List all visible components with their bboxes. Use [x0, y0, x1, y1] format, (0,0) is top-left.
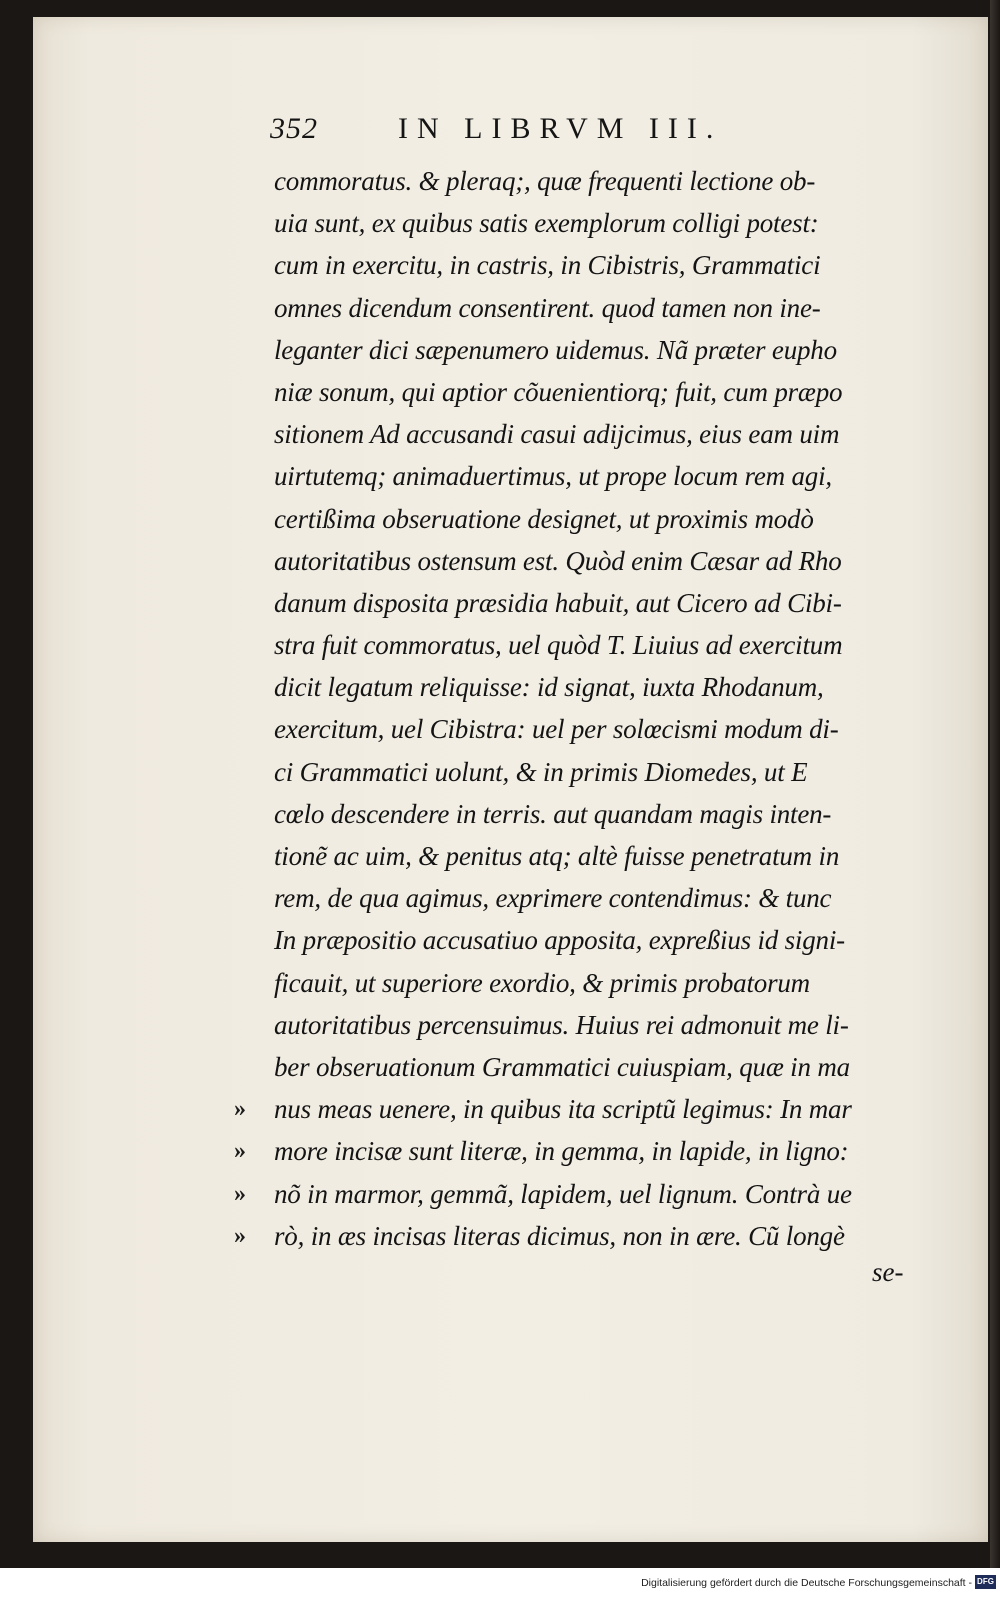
text-line [274, 877, 924, 919]
digitization-credit: Digitalisierung gefördert durch die Deutsche Forschungsgemeinschaft - [641, 1577, 972, 1589]
line-text: danum disposita præsidia habuit, aut Cicero ad Cibi- [274, 587, 842, 618]
line-text: more incisæ sunt literæ, in gemma, in lapide, in ligno: [274, 1136, 849, 1167]
line-text: sitionem Ad accusandi casui adijcimus, eius eam uim [274, 419, 840, 450]
running-head: IN LIBRVM III. [398, 112, 723, 145]
line-text: dicit legatum reliquisse: id signat, iuxta Rhodanum, [274, 672, 824, 703]
text-line [234, 1173, 924, 1215]
text-line [274, 329, 924, 371]
text-line [274, 244, 924, 286]
text-line [274, 962, 924, 1004]
text-line [274, 751, 924, 793]
text-line [234, 1215, 924, 1257]
quotation-mark: » [234, 1096, 246, 1123]
line-text: omnes dicendum consentirent. quod tamen non ine- [274, 292, 821, 323]
line-text: uia sunt, ex quibus satis exemplorum colligi potest: [274, 208, 819, 239]
text-line [274, 919, 924, 961]
line-text: cœlo descendere in terris. aut quandam magis inten- [274, 798, 832, 829]
text-line [274, 202, 924, 244]
quotation-mark: » [234, 1180, 246, 1207]
text-line [274, 498, 924, 540]
line-text: commoratus. & pleraq;, quæ frequenti lectione ob- [274, 166, 816, 196]
line-text: stra fuit commoratus, uel quòd T. Liuius ad exercitum [274, 630, 843, 661]
text-line [274, 582, 924, 624]
text-line [274, 1046, 924, 1088]
line-text: leganter dici sæpenumero uidemus. Nã præter eupho [274, 334, 837, 365]
line-text: certißima obseruatione designet, ut proximis modò [274, 503, 814, 534]
line-text: ci Grammatici uolunt, & in primis Diomedes, ut E [274, 756, 808, 787]
line-text: nõ in marmor, gemmã, lapidem, uel lignum. Contrà ue [274, 1178, 852, 1209]
scan-edge [990, 0, 1000, 1568]
body-text [234, 160, 924, 1257]
text-line [274, 708, 924, 750]
line-text: ber obseruationum Grammatici cuiuspiam, quæ in ma [274, 1051, 850, 1082]
text-line [274, 413, 924, 455]
line-text: cum in exercitu, in castris, in Cibistris, Grammatici [274, 250, 821, 281]
line-text: exercitum, uel Cibistra: uel per solœcismi modum di- [274, 714, 839, 745]
line-text: rò, in æs incisas literas dicimus, non in ære. Cũ longè [274, 1220, 845, 1251]
quotation-mark: » [234, 1138, 246, 1165]
line-text: In præpositio accusatiuo apposita, expreßius id signi- [274, 925, 845, 956]
text-line [274, 287, 924, 329]
text-line [274, 371, 924, 413]
dfg-logo: DFG [975, 1575, 996, 1589]
text-line [234, 1130, 924, 1172]
text-line [274, 540, 924, 582]
line-text: tionẽ ac uim, & penitus atq; altè fuisse penetratum in [274, 841, 840, 871]
quotation-mark: » [234, 1222, 246, 1249]
text-line [274, 666, 924, 708]
text-line [274, 835, 924, 877]
text-line [234, 1088, 924, 1130]
line-text: niæ sonum, qui aptior cõuenientiorq; fuit, cum præpo [274, 376, 843, 407]
line-text: nus meas uenere, in quibus ita scriptũ legimus: In mar [274, 1094, 852, 1125]
text-line [274, 160, 924, 202]
catchword: se- [872, 1257, 904, 1287]
text-line [274, 455, 924, 497]
text-line [274, 624, 924, 666]
line-text: autoritatibus ostensum est. Quòd enim Cæsar ad Rho [274, 545, 842, 576]
text-line [274, 1004, 924, 1046]
page-number: 352 [270, 112, 318, 145]
line-text: rem, de qua agimus, exprimere contendimus: & tunc [274, 883, 832, 914]
text-line [274, 793, 924, 835]
line-text: autoritatibus percensuimus. Huius rei admonuit me li- [274, 1009, 849, 1040]
line-text: uirtutemq; animaduertimus, ut prope locum rem agi, [274, 461, 832, 492]
line-text: ficauit, ut superiore exordio, & primis probatorum [274, 967, 810, 998]
page-header [270, 112, 870, 152]
